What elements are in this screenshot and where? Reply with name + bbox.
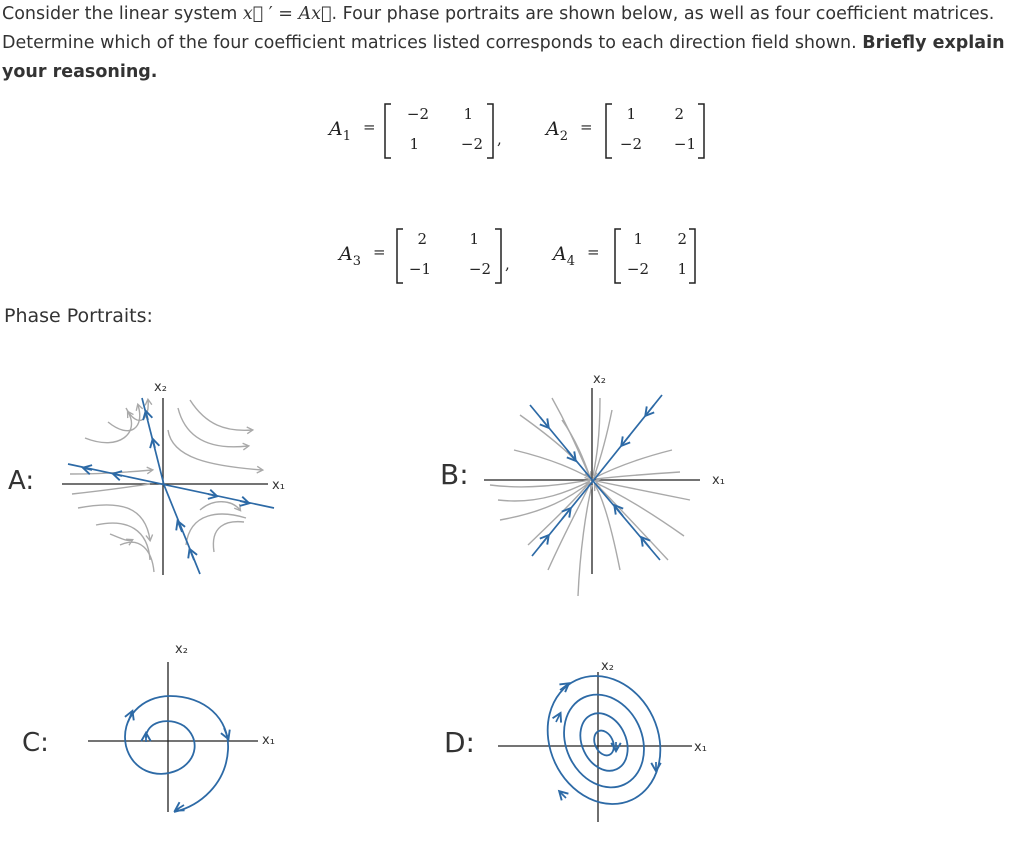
matrix-a4-c: −2 [626,260,649,278]
portrait-a-eigenlines [68,398,274,574]
portrait-a-label: A: [8,466,35,496]
matrix-a2-d: −1 [673,135,696,153]
portrait-c [88,662,258,812]
matrix-a3-c: −1 [408,260,431,278]
matrix-a2-a: 1 [626,105,636,123]
matrix-a2-b: 2 [674,105,684,123]
question-bold-instruction: Briefly explain your reasoning. [2,33,1005,82]
matrix-a1-comma: , [497,130,502,148]
portrait-b-label: B: [440,458,469,491]
portrait-d-spiral [527,657,681,822]
portrait-c-label: C: [22,728,49,758]
question-part2: . Four phase portraits are shown below, as well as four coefficient matrices. Determine which of the four coefficient matrices listed corresponds to each direction field shown. [2,4,995,53]
portrait-c-spiral [125,696,228,812]
portrait-d-label: D: [444,726,475,759]
matrix-a2-eq: = [580,118,593,136]
portrait-b-x2-label: x₂ [593,372,606,387]
portrait-d-x1-label: x₁ [694,740,707,755]
portrait-d [498,657,692,822]
portrait-b-x1-label: x₁ [712,473,725,488]
portrait-c-axes [88,662,258,812]
portrait-b [484,388,700,596]
matrix-a1-a: −2 [406,105,429,123]
phase-portraits-heading: Phase Portraits: [4,305,153,327]
portrait-b-gray-trajectories [490,398,690,596]
portrait-d-x2-label: x₂ [601,659,614,674]
portrait-c-x1-label: x₁ [262,733,275,748]
question-part1: Consider the linear system [2,4,243,24]
matrix-a3-b: 1 [469,230,479,248]
matrix-a1-d: −2 [460,135,483,153]
portrait-a-x1-label: x₁ [272,478,285,493]
matrix-a4-eq: = [587,243,600,261]
portrait-d-arrows [556,684,656,798]
portrait-c-arrows [128,712,228,810]
matrix-a2-name: $A_2$ [546,118,569,144]
eq-mid: ′ = [263,4,299,24]
matrix-a1-b: 1 [463,105,473,123]
portrait-c-x2-label: x₂ [175,642,188,657]
matrix-a1-eq: = [363,118,376,136]
matrix-a4-d: 1 [677,260,687,278]
eq-rhs: Ax⃗ [298,4,332,24]
matrix-a3-comma: , [505,255,510,273]
portrait-a [62,398,274,575]
eq-lhs: x⃗ [242,4,264,24]
matrix-a3-d: −2 [468,260,491,278]
matrix-a4-b: 2 [677,230,687,248]
matrix-a1-c: 1 [409,135,419,153]
portrait-a-gray-trajectories [70,400,262,572]
matrix-a1-name: $A_1$ [329,118,352,144]
matrix-a3-name: $A_3$ [339,243,362,269]
matrix-a4-name: $A_4$ [553,243,576,269]
matrix-a3-a: 2 [417,230,427,248]
matrix-a3-eq: = [373,243,386,261]
portrait-a-x2-label: x₂ [154,380,167,395]
matrix-a4-a: 1 [633,230,643,248]
portrait-b-eigenlines [530,395,662,560]
matrix-a2-c: −2 [619,135,642,153]
